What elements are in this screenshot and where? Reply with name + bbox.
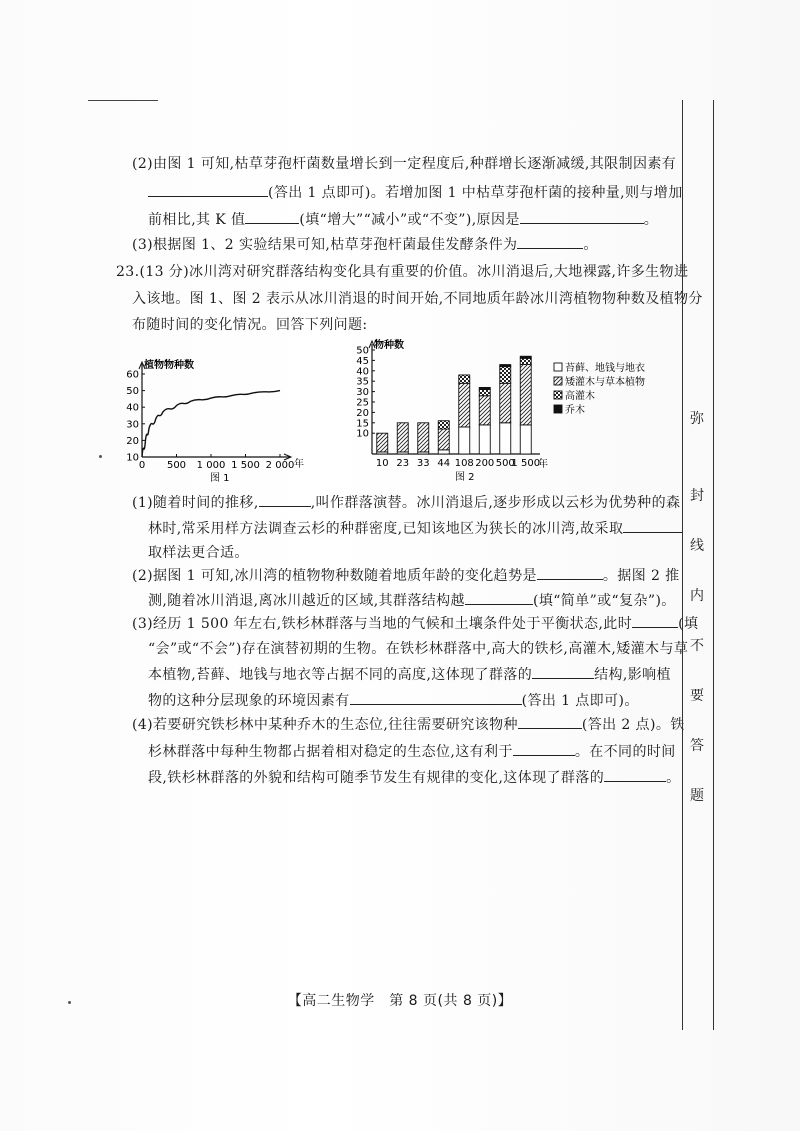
q22-line-3-text-a: 前相比,其 K 值 bbox=[148, 212, 246, 228]
answer-blank[interactable] bbox=[259, 492, 311, 507]
fig2-legend-swatch bbox=[554, 363, 562, 371]
q23-part2-line-1 bbox=[132, 565, 680, 586]
seal-char: 弥 bbox=[690, 411, 704, 427]
fig2-bar-segment bbox=[500, 423, 511, 454]
fig2-x-tick-label: 500 bbox=[495, 458, 515, 469]
fig2-bar-segment bbox=[479, 425, 490, 454]
seal-char: 不 bbox=[690, 638, 704, 654]
q23-part3-line-3 bbox=[148, 664, 671, 685]
q23-part2-text-c: 测,随着冰川消退,离冰川越近的区域,其群落结构越 bbox=[148, 593, 465, 609]
answer-blank[interactable] bbox=[518, 714, 582, 729]
fig2-bar-segment bbox=[520, 425, 531, 454]
fig2-legend-label: 苔藓、地钱与地衣 bbox=[565, 363, 645, 374]
q22-line-1: (2)由图 1 可知,枯草芽孢杆菌数量增长到一定程度后,种群增长逐渐减缓,其限制因素有 bbox=[132, 156, 677, 172]
answer-blank[interactable] bbox=[632, 613, 678, 628]
q23-part4-text-f: 。 bbox=[666, 770, 681, 786]
fig2-y-tick-label: 50 bbox=[356, 345, 369, 357]
q23-part2-text-a: (2)据图 1 可知,冰川湾的植物物种数随着地质年龄的变化趋势是 bbox=[132, 568, 537, 584]
q23-part3-line-1 bbox=[132, 613, 698, 634]
fig2-bar-segment bbox=[500, 367, 511, 384]
fig2-legend-swatch bbox=[554, 391, 562, 399]
fig2-legend-label: 高灌木 bbox=[565, 391, 595, 402]
fig1-y-tick-label: 60 bbox=[126, 369, 139, 381]
q23-part4-text-c: 杉林群落中每种生物都占据着相对稳定的生态位,这有利于 bbox=[148, 744, 513, 760]
figure-2-bar-chart bbox=[348, 336, 688, 484]
q23-part3-text-a: (3)经历 1 500 年左右,铁杉林群落与当地的气候和土壤条件处于平衡状态,此时 bbox=[132, 616, 633, 632]
fig2-x-tick-label: 44 bbox=[437, 458, 451, 469]
fig2-y-tick-label: 25 bbox=[356, 397, 369, 409]
fig2-bar-segment bbox=[479, 396, 490, 425]
fig2-y-tick-label: 45 bbox=[356, 355, 369, 367]
q22-line-4-text-a: (3)根据图 1、2 实验结果可知,枯草芽孢杆菌最佳发酵条件为 bbox=[132, 237, 518, 253]
q23-part3-text-b: (填 bbox=[678, 616, 699, 632]
answer-blank[interactable] bbox=[350, 690, 522, 705]
fig1-x-tick-label: 1 500 bbox=[231, 460, 260, 471]
fig1-y-tick-label: 40 bbox=[126, 402, 139, 414]
fig2-bar-segment bbox=[479, 387, 490, 389]
q23-stem-line-2: 入该地。图 1、图 2 表示从冰川消退的时间开始,不同地质年龄冰川湾植物物种数及植物分 bbox=[132, 291, 703, 307]
q23-part4-text-e: 段,铁杉林群落的外貌和结构可随季节发生有规律的变化,这体现了群落的 bbox=[148, 770, 605, 786]
fig2-bar-segment bbox=[438, 421, 449, 429]
q22-line-3 bbox=[148, 209, 658, 230]
fig2-bar-segment bbox=[459, 427, 470, 454]
seal-char: 要 bbox=[690, 688, 704, 704]
q22-line-2 bbox=[148, 182, 683, 203]
answer-blank[interactable] bbox=[517, 234, 583, 249]
q23-part2-line-2 bbox=[148, 590, 676, 611]
fig2-x-tick-label: 108 bbox=[454, 458, 474, 469]
q23-part1-line-3: 取样法更合适。 bbox=[148, 545, 249, 561]
fig1-y-tick-label: 10 bbox=[126, 452, 139, 464]
q23-part4-line-1 bbox=[132, 714, 685, 735]
q22-line-4-text-b: 。 bbox=[583, 237, 598, 253]
fig2-y-tick-label: 35 bbox=[356, 376, 369, 388]
q23-part4-text-d: 。在不同的时间 bbox=[574, 744, 676, 760]
q23-part1-line-2 bbox=[148, 518, 683, 539]
fig2-y-axis-label: 物种数 bbox=[374, 340, 404, 351]
seal-line-column bbox=[682, 100, 714, 1030]
fig2-y-tick-label: 40 bbox=[356, 366, 369, 378]
figure-1-line-chart bbox=[112, 350, 312, 486]
q23-part3-text-g: (答出 1 点即可)。 bbox=[521, 693, 639, 709]
answer-blank[interactable] bbox=[604, 767, 666, 782]
fig2-legend-label: 乔木 bbox=[565, 405, 585, 416]
fig1-x-tick-label: 1 000 bbox=[196, 460, 226, 471]
q23-part3-text-e: 结构,影响植 bbox=[594, 667, 671, 683]
q23-part1-text-b: ,叫作群落演替。冰川消退后,逐步形成以云杉为优势种的森 bbox=[310, 495, 681, 511]
q23-stem-line-3: 布随时间的变化情况。回答下列问题: bbox=[132, 317, 368, 333]
answer-blank[interactable] bbox=[532, 664, 594, 679]
seal-char: 封 bbox=[690, 488, 704, 504]
fig1-y-tick-label: 30 bbox=[126, 419, 139, 431]
fig2-x-tick-label: 33 bbox=[416, 458, 430, 469]
fig2-bar-segment bbox=[438, 450, 449, 454]
q23-part2-text-b: 。据图 2 推 bbox=[602, 568, 680, 584]
fig2-y-tick-label: 10 bbox=[356, 428, 369, 440]
q23-part4-text-b: (答出 2 点)。铁 bbox=[581, 717, 685, 733]
q22-line-3-text-b: (填“增大”“减小”或“不变”),原因是 bbox=[299, 212, 520, 228]
fig2-x-axis-label: 年 bbox=[538, 459, 548, 470]
fig2-bar-segment bbox=[520, 356, 531, 358]
top-rule bbox=[88, 100, 158, 101]
q22-line-3-text-c: 。 bbox=[643, 212, 659, 228]
q23-part4-line-2 bbox=[148, 741, 676, 762]
q23-part3-text-d: 本植物,苔藓、地钱与地衣等占据不同的高度,这体现了群落的 bbox=[148, 667, 533, 683]
answer-blank[interactable] bbox=[148, 182, 268, 197]
q23-part1-line-1 bbox=[132, 492, 680, 513]
fig1-x-tick-label: 0 bbox=[138, 460, 146, 471]
fig2-x-tick-label: 200 bbox=[475, 458, 495, 469]
answer-blank[interactable] bbox=[465, 590, 533, 605]
fig2-bar-segment bbox=[520, 358, 531, 364]
seal-char: 内 bbox=[690, 588, 704, 604]
page-footer: 【高二生物学 第 8 页(共 8 页)】 bbox=[287, 993, 513, 1009]
answer-blank[interactable] bbox=[520, 209, 644, 224]
fig2-legend-label: 矮灌木与草本植物 bbox=[565, 377, 645, 388]
seal-char: 答 bbox=[690, 738, 704, 754]
answer-blank[interactable] bbox=[537, 565, 603, 580]
q23-part2-text-d: (填“简单”或“复杂”)。 bbox=[532, 593, 676, 609]
q22-line-4 bbox=[132, 234, 598, 255]
fig1-series-line bbox=[142, 391, 280, 457]
fig1-y-axis-label: 植物物种数 bbox=[144, 360, 194, 371]
q23-part3-line-4 bbox=[148, 690, 639, 711]
fig2-legend-swatch bbox=[554, 405, 562, 413]
fig1-y-tick-label: 50 bbox=[126, 386, 139, 398]
fig2-caption: 图 2 bbox=[455, 472, 475, 483]
q23-part1-text-c: 林时,常采用样方法调查云杉的种群密度,已知该地区为狭长的冰川湾,故采取 bbox=[148, 521, 624, 537]
fig1-x-tick-label: 2 000 bbox=[265, 460, 295, 471]
fig1-y-tick-label: 20 bbox=[126, 435, 139, 447]
q23-part1-text-a: (1)随着时间的推移, bbox=[132, 495, 259, 511]
fig1-x-tick-label: 500 bbox=[166, 460, 187, 471]
answer-blank[interactable] bbox=[623, 518, 683, 533]
fig2-bar-segment bbox=[459, 383, 470, 427]
fig1-caption: 图 1 bbox=[210, 473, 230, 484]
q23-part4-line-3 bbox=[148, 767, 681, 788]
seal-char: 线 bbox=[690, 538, 704, 554]
fig2-bar-segment bbox=[418, 423, 429, 452]
seal-char: 题 bbox=[690, 788, 704, 804]
fig2-bar-segment bbox=[520, 365, 531, 425]
fig2-bar-segment bbox=[459, 375, 470, 383]
fig2-y-tick-label: 15 bbox=[356, 418, 369, 430]
q23-part4-text-a: (4)若要研究铁杉林中某种乔木的生态位,往往需要研究该物种 bbox=[132, 717, 518, 733]
q23-stem-line-1: 23.(13 分)冰川湾对研究群落结构变化具有重要的价值。冰川消退后,大地裸露,许多生物进 bbox=[116, 264, 689, 280]
fig2-bar-segment bbox=[377, 433, 388, 452]
fig2-x-tick-label: 1 500 bbox=[511, 458, 541, 469]
fig2-bar-segment bbox=[500, 365, 511, 367]
fig2-bar-segment bbox=[479, 390, 490, 396]
scan-speck bbox=[99, 455, 102, 458]
q23-part3-text-f: 物的这种分层现象的环境因素有 bbox=[148, 693, 350, 709]
q23-part3-line-2: “会”或“不会”)存在演替初期的生物。在铁杉林群落中,高大的铁杉,高灌木,矮灌木与草 bbox=[148, 641, 689, 657]
answer-blank[interactable] bbox=[513, 741, 575, 756]
fig2-x-tick-label: 23 bbox=[396, 458, 410, 469]
fig2-bar-segment bbox=[438, 429, 449, 450]
fig1-x-axis-label: 年 bbox=[294, 459, 304, 470]
answer-blank[interactable] bbox=[245, 209, 299, 224]
fig2-y-tick-label: 20 bbox=[356, 407, 369, 419]
q22-line-2-text: (答出 1 点即可)。若增加图 1 中枯草芽孢杆菌的接种量,则与增加 bbox=[268, 185, 683, 201]
fig2-bar-segment bbox=[397, 423, 408, 452]
fig2-y-tick-label: 30 bbox=[356, 387, 369, 399]
fig2-legend-swatch bbox=[554, 377, 562, 385]
fig2-x-tick-label: 10 bbox=[375, 458, 389, 469]
fig2-bar-segment bbox=[500, 383, 511, 423]
scan-speck bbox=[68, 1001, 71, 1004]
